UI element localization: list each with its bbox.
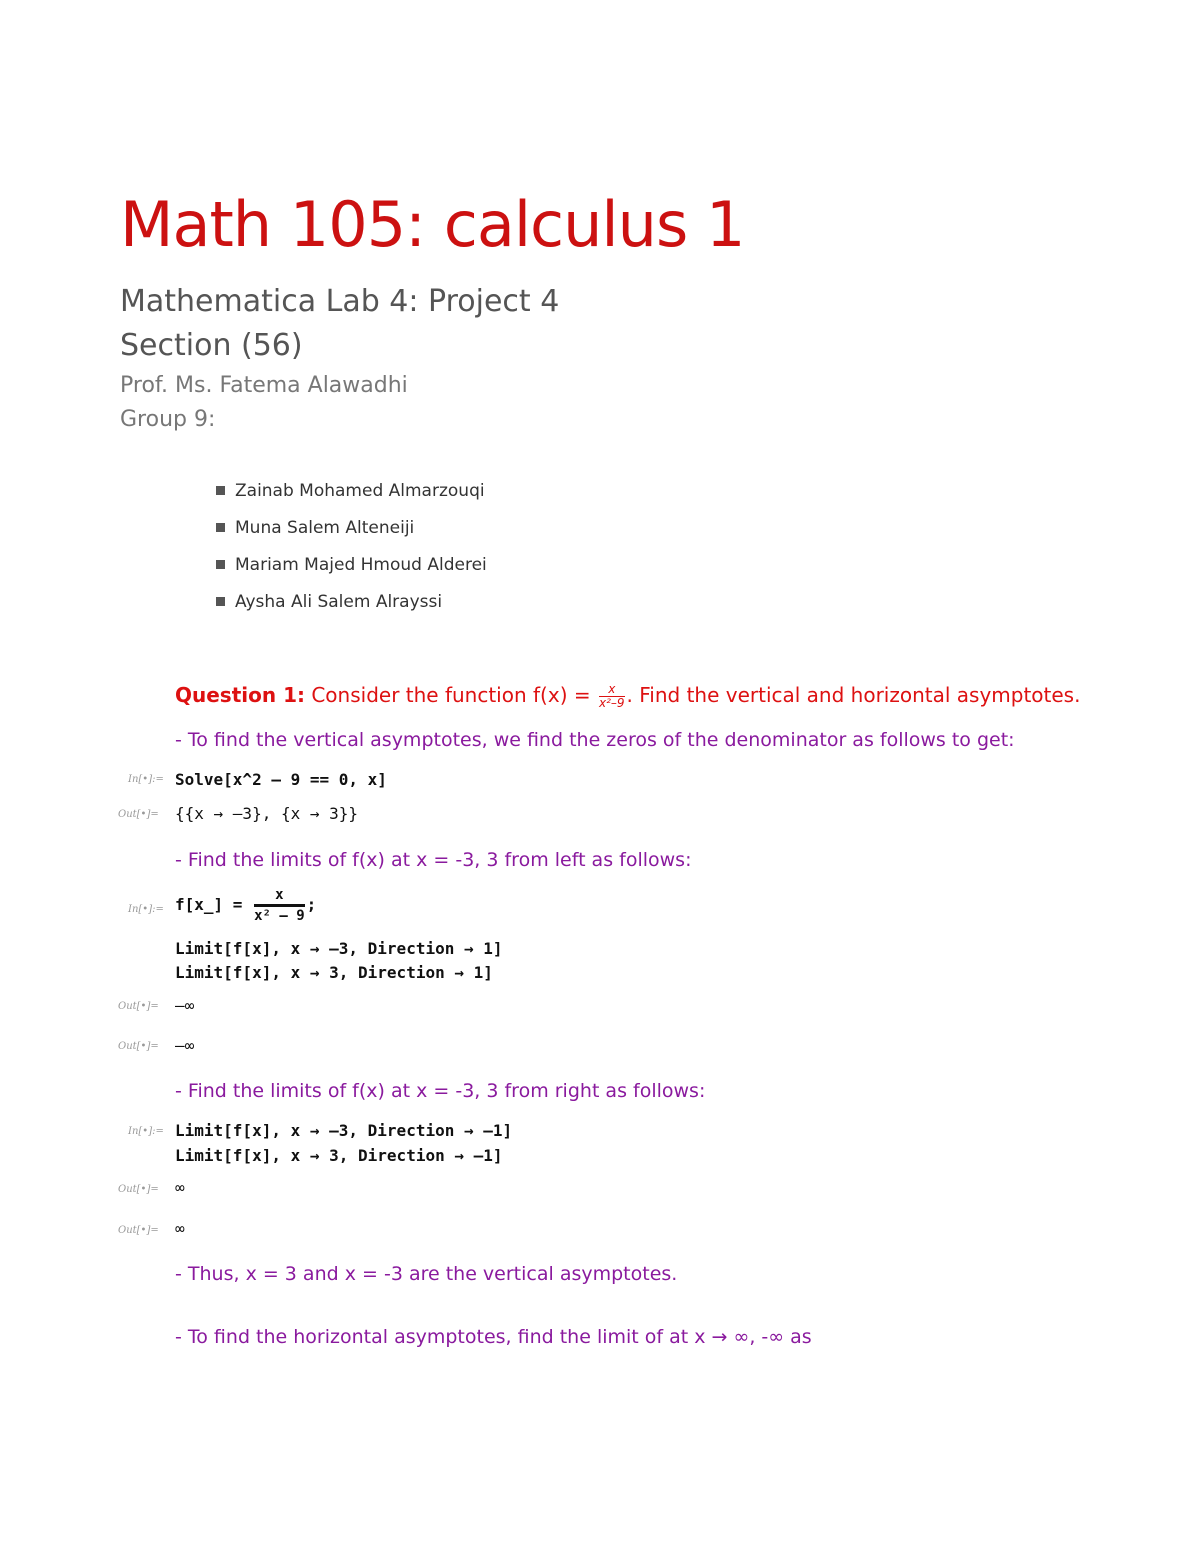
input-label: In[•]:=	[128, 1126, 164, 1137]
document-title: Math 105: calculus 1	[120, 188, 745, 261]
output-label: Out[•]=	[118, 1041, 159, 1052]
input-label: In[•]:=	[128, 774, 164, 785]
list-item	[216, 583, 487, 620]
professor-line: Prof. Ms. Fatema Alawadhi	[120, 373, 408, 398]
question-fraction	[599, 683, 625, 710]
square-bullet-icon	[216, 486, 225, 495]
solve-input-cell[interactable]: Solve[x^2 – 9 == 0, x]	[175, 770, 387, 789]
square-bullet-icon	[216, 597, 225, 606]
definition-denominator: x² – 9	[254, 908, 305, 924]
member-name: Aysha Ali Salem Alrayssi	[235, 591, 443, 612]
fraction-denominator: x²–9	[598, 696, 625, 710]
definition-fraction	[254, 886, 305, 925]
left-output-2: –∞	[175, 1036, 195, 1055]
function-definition-cell[interactable]	[175, 886, 316, 925]
note-vertical-result: - Thus, x = 3 and x = -3 are the vertical asymptotes.	[175, 1263, 678, 1285]
question-text-before: Consider the function f(x) =	[304, 683, 597, 707]
note-horizontal-intro: - To find the horizontal asymptotes, find the limit of at x → ∞, -∞ as	[175, 1326, 812, 1348]
right-output-2: ∞	[175, 1219, 185, 1238]
question-text-after: . Find the vertical and horizontal asymptotes.	[626, 683, 1081, 707]
member-list	[216, 472, 487, 620]
fraction-numerator: x	[599, 683, 625, 697]
square-bullet-icon	[216, 560, 225, 569]
left-output-1: –∞	[175, 996, 195, 1015]
output-label: Out[•]=	[118, 1225, 159, 1236]
limit-left-cell-2[interactable]: Limit[f[x], x → 3, Direction → 1]	[175, 963, 493, 982]
member-name: Mariam Majed Hmoud Alderei	[235, 554, 487, 575]
note-left-limits: - Find the limits of f(x) at x = -3, 3 from left as follows:	[175, 849, 692, 871]
lab-subtitle: Mathematica Lab 4: Project 4	[120, 284, 560, 319]
square-bullet-icon	[216, 523, 225, 532]
group-line: Group 9:	[120, 407, 216, 432]
section-subtitle: Section (56)	[120, 328, 303, 363]
definition-lhs: f[x_] =	[175, 895, 243, 914]
note-vertical-intro: - To find the vertical asymptotes, we find the zeros of the denominator as follows to get:	[175, 729, 1015, 751]
question-1	[175, 683, 1080, 710]
input-label: In[•]:=	[128, 904, 164, 915]
limit-right-cell-2[interactable]: Limit[f[x], x → 3, Direction → –1]	[175, 1146, 503, 1165]
list-item	[216, 509, 487, 546]
limit-right-cell-1[interactable]: Limit[f[x], x → –3, Direction → –1]	[175, 1121, 513, 1140]
list-item	[216, 546, 487, 583]
solve-output-cell: {{x → –3}, {x → 3}}	[175, 804, 359, 823]
note-right-limits: - Find the limits of f(x) at x = -3, 3 from right as follows:	[175, 1080, 706, 1102]
member-name: Zainab Mohamed Almarzouqi	[235, 480, 485, 501]
right-output-1: ∞	[175, 1178, 185, 1197]
list-item	[216, 472, 487, 509]
output-label: Out[•]=	[118, 809, 159, 820]
member-name: Muna Salem Alteneiji	[235, 517, 415, 538]
definition-end: ;	[306, 895, 317, 914]
output-label: Out[•]=	[118, 1001, 159, 1012]
question-label: Question 1:	[175, 683, 305, 707]
limit-left-cell-1[interactable]: Limit[f[x], x → –3, Direction → 1]	[175, 939, 503, 958]
output-label: Out[•]=	[118, 1184, 159, 1195]
definition-numerator: x	[254, 886, 305, 907]
